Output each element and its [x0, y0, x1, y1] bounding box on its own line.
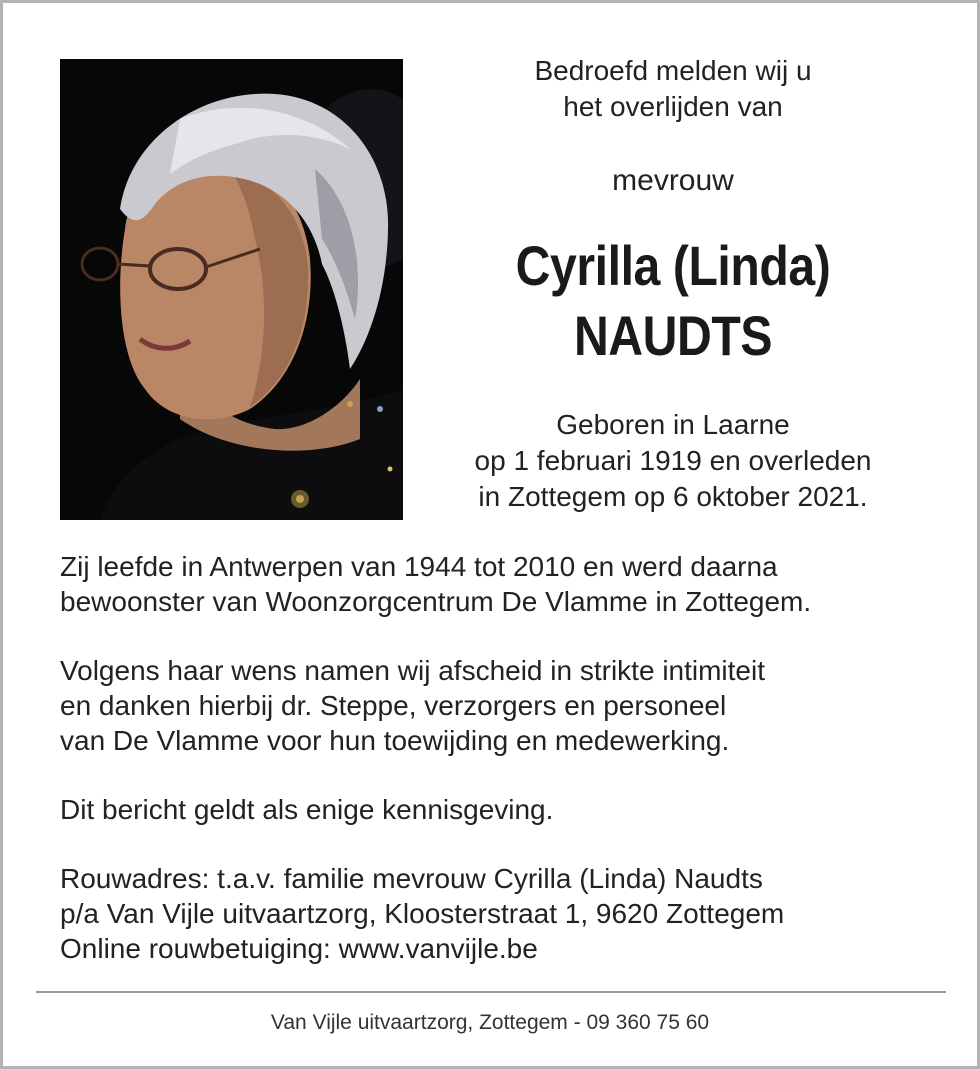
paragraph-line: van De Vlamme voor hun toewijding en medewerking. — [60, 725, 730, 756]
intro-line: het overlijden van — [563, 91, 783, 122]
obituary-body — [60, 549, 940, 1000]
paragraph-line: p/a Van Vijle uitvaartzorg, Kloosterstraat 1, 9620 Zottegem — [60, 898, 785, 929]
portrait-illustration — [60, 59, 403, 520]
name-line-last: NAUDTS — [573, 304, 773, 367]
honorific: mevrouw — [612, 164, 734, 197]
dates-line: Geboren in Laarne — [556, 409, 790, 440]
dates-line: in Zottegem op 6 oktober 2021. — [478, 481, 868, 512]
paragraph-line: en danken hierbij dr. Steppe, verzorgers en personeel — [60, 690, 727, 721]
name-line-first: Cyrilla (Linda) — [515, 234, 831, 297]
dates-line: op 1 februari 1919 en overleden — [474, 445, 872, 476]
footer-divider — [36, 991, 946, 993]
birth-death-details — [423, 407, 923, 515]
paragraph-line: Volgens haar wens namen wij afscheid in strikte intimiteit — [60, 655, 766, 686]
paragraph-line: Online rouwbetuiging: www.vanvijle.be — [60, 933, 538, 964]
address-paragraph — [60, 861, 940, 966]
portrait-photo — [60, 59, 403, 520]
paragraph-line: bewoonster van Woonzorgcentrum De Vlamme in Zottegem. — [60, 586, 812, 617]
intro-text — [423, 53, 923, 125]
notice-paragraph — [60, 792, 940, 827]
deceased-name — [458, 231, 888, 371]
paragraph-line: Rouwadres: t.a.v. familie mevrouw Cyrilla (Linda) Naudts — [60, 863, 763, 894]
funeral-home-footer: Van Vijle uitvaartzorg, Zottegem - 09 360 75 60 — [270, 1011, 710, 1034]
thanks-paragraph — [60, 653, 940, 758]
paragraph-line: Zij leefde in Antwerpen van 1944 tot 2010 en werd daarna — [60, 551, 778, 582]
paragraph-line: Dit bericht geldt als enige kennisgeving. — [60, 794, 554, 825]
intro-line: Bedroefd melden wij u — [534, 55, 812, 86]
life-paragraph — [60, 549, 940, 619]
